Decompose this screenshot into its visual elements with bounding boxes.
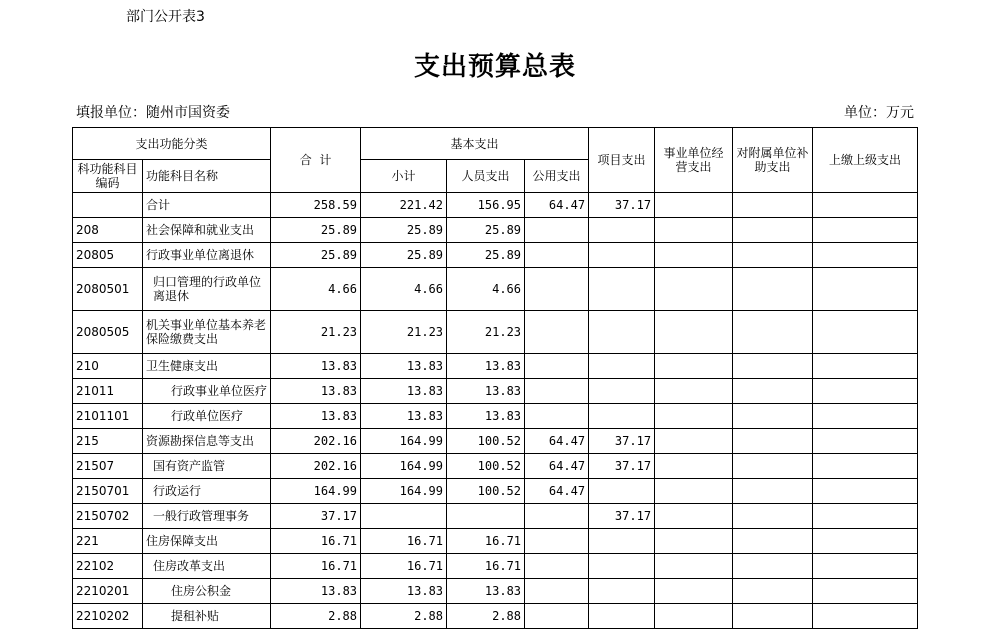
total-cell: 13.83 (271, 579, 361, 604)
upper-cell (813, 354, 918, 379)
total-cell: 37.17 (271, 504, 361, 529)
personnel-cell: 2.88 (447, 604, 525, 629)
subtotal-cell (361, 504, 447, 529)
money-unit: 单位：万元 (844, 105, 914, 121)
project-cell (589, 554, 655, 579)
header-subsidy: 对附属单位补助支出 (733, 128, 813, 193)
upper-cell (813, 529, 918, 554)
public-cell: 64.47 (525, 193, 589, 218)
upper-cell (813, 218, 918, 243)
table-row (73, 504, 918, 529)
biz-cell (655, 243, 733, 268)
code-cell: 2150702 (73, 504, 143, 529)
table-row (73, 193, 918, 218)
total-cell: 202.16 (271, 429, 361, 454)
public-cell: 64.47 (525, 479, 589, 504)
public-cell (525, 218, 589, 243)
upper-cell (813, 554, 918, 579)
subtotal-cell: 2.88 (361, 604, 447, 629)
upper-cell (813, 379, 918, 404)
personnel-cell: 25.89 (447, 218, 525, 243)
upper-cell (813, 604, 918, 629)
subtotal-cell: 4.66 (361, 268, 447, 311)
header-upper: 上缴上级支出 (813, 128, 918, 193)
subsidy-cell (733, 311, 813, 354)
project-cell: 37.17 (589, 454, 655, 479)
biz-cell (655, 268, 733, 311)
code-cell: 221 (73, 529, 143, 554)
header-name: 功能科目名称 (143, 160, 271, 193)
biz-cell (655, 529, 733, 554)
total-cell: 21.23 (271, 311, 361, 354)
project-cell (589, 404, 655, 429)
biz-cell (655, 429, 733, 454)
table-row (73, 554, 918, 579)
subsidy-cell (733, 193, 813, 218)
subsidy-cell (733, 404, 813, 429)
name-cell: 社会保障和就业支出 (143, 218, 271, 243)
project-cell: 37.17 (589, 193, 655, 218)
table-row (73, 604, 918, 629)
public-cell (525, 604, 589, 629)
name-cell: 卫生健康支出 (143, 354, 271, 379)
personnel-cell: 100.52 (447, 429, 525, 454)
code-cell: 2210201 (73, 579, 143, 604)
code-cell (73, 193, 143, 218)
upper-cell (813, 454, 918, 479)
subtotal-cell: 164.99 (361, 429, 447, 454)
upper-cell (813, 579, 918, 604)
personnel-cell: 21.23 (447, 311, 525, 354)
total-cell: 202.16 (271, 454, 361, 479)
upper-cell (813, 268, 918, 311)
subsidy-cell (733, 554, 813, 579)
personnel-cell: 156.95 (447, 193, 525, 218)
subtotal-cell: 221.42 (361, 193, 447, 218)
total-cell: 16.71 (271, 529, 361, 554)
header-personnel: 人员支出 (447, 160, 525, 193)
budget-table (72, 127, 918, 629)
subsidy-cell (733, 218, 813, 243)
personnel-cell (447, 504, 525, 529)
public-cell (525, 504, 589, 529)
name-cell: 住房改革支出 (143, 554, 271, 579)
header-biz: 事业单位经营支出 (655, 128, 733, 193)
project-cell: 37.17 (589, 429, 655, 454)
subsidy-cell (733, 604, 813, 629)
code-cell: 2080505 (73, 311, 143, 354)
code-cell: 2080501 (73, 268, 143, 311)
personnel-cell: 100.52 (447, 454, 525, 479)
table-row (73, 404, 918, 429)
subsidy-cell (733, 579, 813, 604)
name-cell: 资源勘探信息等支出 (143, 429, 271, 454)
upper-cell (813, 429, 918, 454)
table-row (73, 243, 918, 268)
subsidy-cell (733, 379, 813, 404)
public-cell (525, 579, 589, 604)
table-row (73, 379, 918, 404)
biz-cell (655, 379, 733, 404)
subtotal-cell: 16.71 (361, 554, 447, 579)
name-cell: 行政事业单位医疗 (143, 379, 271, 404)
personnel-cell: 16.71 (447, 529, 525, 554)
subtotal-cell: 13.83 (361, 404, 447, 429)
public-cell (525, 529, 589, 554)
code-cell: 208 (73, 218, 143, 243)
name-cell: 归口管理的行政单位离退休 (143, 268, 271, 311)
table-row (73, 529, 918, 554)
biz-cell (655, 193, 733, 218)
table-row (73, 579, 918, 604)
table-row (73, 454, 918, 479)
table-row (73, 268, 918, 311)
page-title: 支出预算总表 (413, 52, 576, 82)
project-cell (589, 354, 655, 379)
name-cell: 国有资产监管 (143, 454, 271, 479)
code-cell: 2210202 (73, 604, 143, 629)
code-cell: 215 (73, 429, 143, 454)
name-cell: 一般行政管理事务 (143, 504, 271, 529)
total-cell: 164.99 (271, 479, 361, 504)
project-cell (589, 604, 655, 629)
table-row (73, 354, 918, 379)
table-row (73, 311, 918, 354)
subsidy-cell (733, 454, 813, 479)
public-cell (525, 404, 589, 429)
public-cell (525, 379, 589, 404)
personnel-cell: 16.71 (447, 554, 525, 579)
code-cell: 22102 (73, 554, 143, 579)
subsidy-cell (733, 429, 813, 454)
code-cell: 210 (73, 354, 143, 379)
public-cell (525, 268, 589, 311)
subsidy-cell (733, 529, 813, 554)
subsidy-cell (733, 479, 813, 504)
code-cell: 20805 (73, 243, 143, 268)
header-public: 公用支出 (525, 160, 589, 193)
subtotal-cell: 21.23 (361, 311, 447, 354)
subtotal-cell: 13.83 (361, 579, 447, 604)
code-cell: 21507 (73, 454, 143, 479)
total-cell: 13.83 (271, 379, 361, 404)
upper-cell (813, 243, 918, 268)
subtotal-cell: 16.71 (361, 529, 447, 554)
biz-cell (655, 404, 733, 429)
upper-cell (813, 404, 918, 429)
biz-cell (655, 554, 733, 579)
project-cell (589, 529, 655, 554)
name-cell: 住房公积金 (143, 579, 271, 604)
personnel-cell: 13.83 (447, 404, 525, 429)
subsidy-cell (733, 504, 813, 529)
upper-cell (813, 193, 918, 218)
biz-cell (655, 311, 733, 354)
total-cell: 258.59 (271, 193, 361, 218)
biz-cell (655, 454, 733, 479)
name-cell: 合计 (143, 193, 271, 218)
header-basic: 基本支出 (361, 128, 589, 160)
total-cell: 13.83 (271, 354, 361, 379)
project-cell (589, 268, 655, 311)
total-cell: 13.83 (271, 404, 361, 429)
subtotal-cell: 25.89 (361, 218, 447, 243)
header-project: 项目支出 (589, 128, 655, 193)
subtotal-cell: 25.89 (361, 243, 447, 268)
table-row (73, 479, 918, 504)
project-cell (589, 579, 655, 604)
biz-cell (655, 479, 733, 504)
subsidy-cell (733, 354, 813, 379)
biz-cell (655, 354, 733, 379)
biz-cell (655, 218, 733, 243)
table-row (73, 429, 918, 454)
name-cell: 行政运行 (143, 479, 271, 504)
project-cell: 37.17 (589, 504, 655, 529)
header-subtotal: 小计 (361, 160, 447, 193)
name-cell: 行政事业单位离退休 (143, 243, 271, 268)
biz-cell (655, 604, 733, 629)
project-cell (589, 243, 655, 268)
subtotal-cell: 13.83 (361, 354, 447, 379)
upper-cell (813, 311, 918, 354)
biz-cell (655, 579, 733, 604)
table-row (73, 218, 918, 243)
total-cell: 25.89 (271, 243, 361, 268)
subtotal-cell: 164.99 (361, 454, 447, 479)
personnel-cell: 100.52 (447, 479, 525, 504)
name-cell: 提租补贴 (143, 604, 271, 629)
subsidy-cell (733, 268, 813, 311)
name-cell: 住房保障支出 (143, 529, 271, 554)
personnel-cell: 4.66 (447, 268, 525, 311)
code-cell: 2101101 (73, 404, 143, 429)
project-cell (589, 379, 655, 404)
header-code: 科功能科目编码 (73, 160, 143, 193)
project-cell (589, 311, 655, 354)
personnel-cell: 13.83 (447, 579, 525, 604)
public-cell (525, 243, 589, 268)
personnel-cell: 13.83 (447, 379, 525, 404)
project-cell (589, 479, 655, 504)
name-cell: 机关事业单位基本养老保险缴费支出 (143, 311, 271, 354)
biz-cell (655, 504, 733, 529)
total-cell: 4.66 (271, 268, 361, 311)
header-total: 合 计 (271, 128, 361, 193)
personnel-cell: 25.89 (447, 243, 525, 268)
code-cell: 2150701 (73, 479, 143, 504)
subtotal-cell: 13.83 (361, 379, 447, 404)
public-cell (525, 554, 589, 579)
upper-cell (813, 504, 918, 529)
public-cell (525, 354, 589, 379)
name-cell: 行政单位医疗 (143, 404, 271, 429)
public-cell (525, 311, 589, 354)
subsidy-cell (733, 243, 813, 268)
header-func-class: 支出功能分类 (73, 128, 271, 160)
total-cell: 2.88 (271, 604, 361, 629)
total-cell: 16.71 (271, 554, 361, 579)
upper-cell (813, 479, 918, 504)
code-cell: 21011 (73, 379, 143, 404)
filler-unit: 填报单位：随州市国资委 (76, 105, 230, 121)
personnel-cell: 13.83 (447, 354, 525, 379)
public-cell: 64.47 (525, 429, 589, 454)
subtotal-cell: 164.99 (361, 479, 447, 504)
project-cell (589, 218, 655, 243)
total-cell: 25.89 (271, 218, 361, 243)
document-tag: 部门公开表3 (126, 9, 205, 25)
public-cell: 64.47 (525, 454, 589, 479)
